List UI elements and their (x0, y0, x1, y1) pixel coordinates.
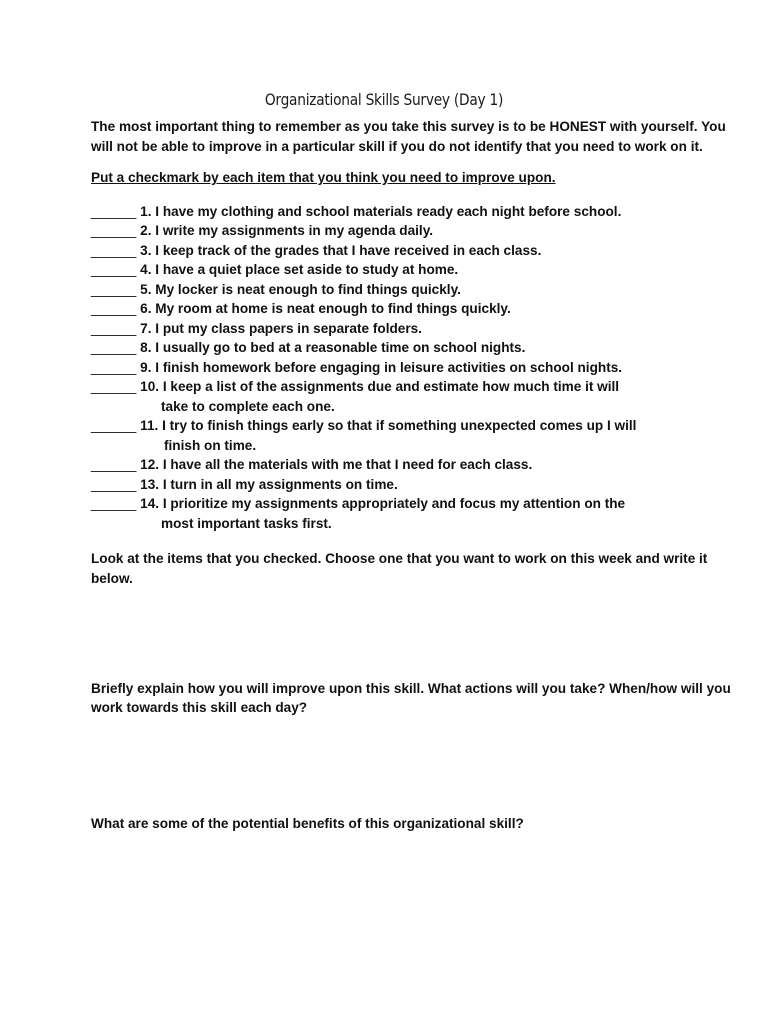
checklist-item-5[interactable] (91, 280, 731, 300)
survey-body (91, 117, 731, 602)
intro-paragraph: The most important thing to remember as you take this survey is to be HONEST with yourself. You will not be able to improve in a particular skill if you do not identify that you need to work on it. (91, 119, 726, 154)
checkmark-blank[interactable]: ______ (91, 281, 137, 297)
instruction-text: Put a checkmark by each item that you think you need to improve upon. (91, 170, 556, 185)
checklist-item-8[interactable] (91, 338, 731, 358)
checkmark-blank[interactable]: ______ (91, 203, 137, 219)
checklist-item-4[interactable] (91, 260, 731, 280)
item-text: 12. I have all the materials with me that I need for each class. (136, 457, 533, 472)
checkmark-blank[interactable]: ______ (91, 340, 137, 355)
checklist-item-3[interactable] (91, 241, 731, 261)
checklist-item-1[interactable] (91, 202, 731, 222)
checklist-item-6[interactable] (91, 299, 731, 319)
checkmark-blank[interactable]: ______ (91, 320, 137, 336)
checkmark-blank[interactable]: ______ (91, 262, 137, 277)
checkmark-blank[interactable]: ______ (91, 223, 137, 238)
page-title: Organizational Skills Survey (Day 1) (264, 90, 504, 109)
item-text: 2. I write my assignments in my agenda daily. (136, 223, 434, 238)
item-text: 6. My room at home is neat enough to find things quickly. (136, 301, 511, 316)
question-explain-improvement: Briefly explain how you will improve upon this skill. What actions will you take? When/how will you work towards this skill each day? (91, 680, 731, 716)
checkmark-blank[interactable]: ______ (91, 242, 137, 258)
checklist-item-10[interactable] (91, 377, 731, 397)
checkmark-blank[interactable]: ______ (91, 418, 137, 433)
item-continuation: most important tasks first. (161, 515, 332, 531)
item-text: 8. I usually go to bed at a reasonable time on school nights. (136, 340, 526, 355)
checklist (91, 202, 731, 534)
checklist-item-13[interactable] (91, 475, 731, 495)
item-text: 14. I prioritize my assignments appropriately and focus my attention on the (136, 496, 626, 511)
checklist-item-11[interactable] (91, 416, 731, 436)
checklist-item-14[interactable] (91, 494, 731, 514)
checkmark-blank[interactable]: ______ (91, 457, 137, 472)
item-text: 7. I put my class papers in separate folders. (136, 320, 422, 336)
item-text: 13. I turn in all my assignments on time. (136, 476, 398, 492)
checkmark-blank[interactable]: ______ (91, 476, 137, 492)
checklist-item-9[interactable] (91, 358, 731, 378)
checkmark-blank[interactable]: ______ (91, 301, 137, 316)
checklist-item-7[interactable] (91, 319, 731, 339)
item-text: 5. My locker is neat enough to find things quickly. (136, 281, 461, 297)
item-text: 9. I finish homework before engaging in leisure activities on school nights. (136, 359, 623, 375)
checkmark-blank[interactable]: ______ (91, 359, 137, 375)
item-text: 4. I have a quiet place set aside to study at home. (136, 262, 459, 277)
item-text: 1. I have my clothing and school materials ready each night before school. (136, 203, 622, 219)
item-continuation: take to complete each one. (161, 398, 335, 414)
item-text: 11. I try to finish things early so that if something unexpected comes up I will (136, 418, 637, 433)
question-benefits: What are some of the potential benefits of this organizational skill? (91, 815, 524, 831)
item-text: 10. I keep a list of the assignments due and estimate how much time it will (136, 379, 620, 394)
checkmark-blank[interactable]: ______ (91, 496, 137, 511)
item-continuation: finish on time. (164, 437, 257, 453)
checklist-item-12[interactable] (91, 455, 731, 475)
checkmark-blank[interactable]: ______ (91, 379, 137, 394)
question-choose-skill: Look at the items that you checked. Choose one that you want to work on this week and write it below. (91, 551, 708, 586)
item-text: 3. I keep track of the grades that I have received in each class. (136, 242, 542, 258)
checklist-item-2[interactable] (91, 221, 731, 241)
